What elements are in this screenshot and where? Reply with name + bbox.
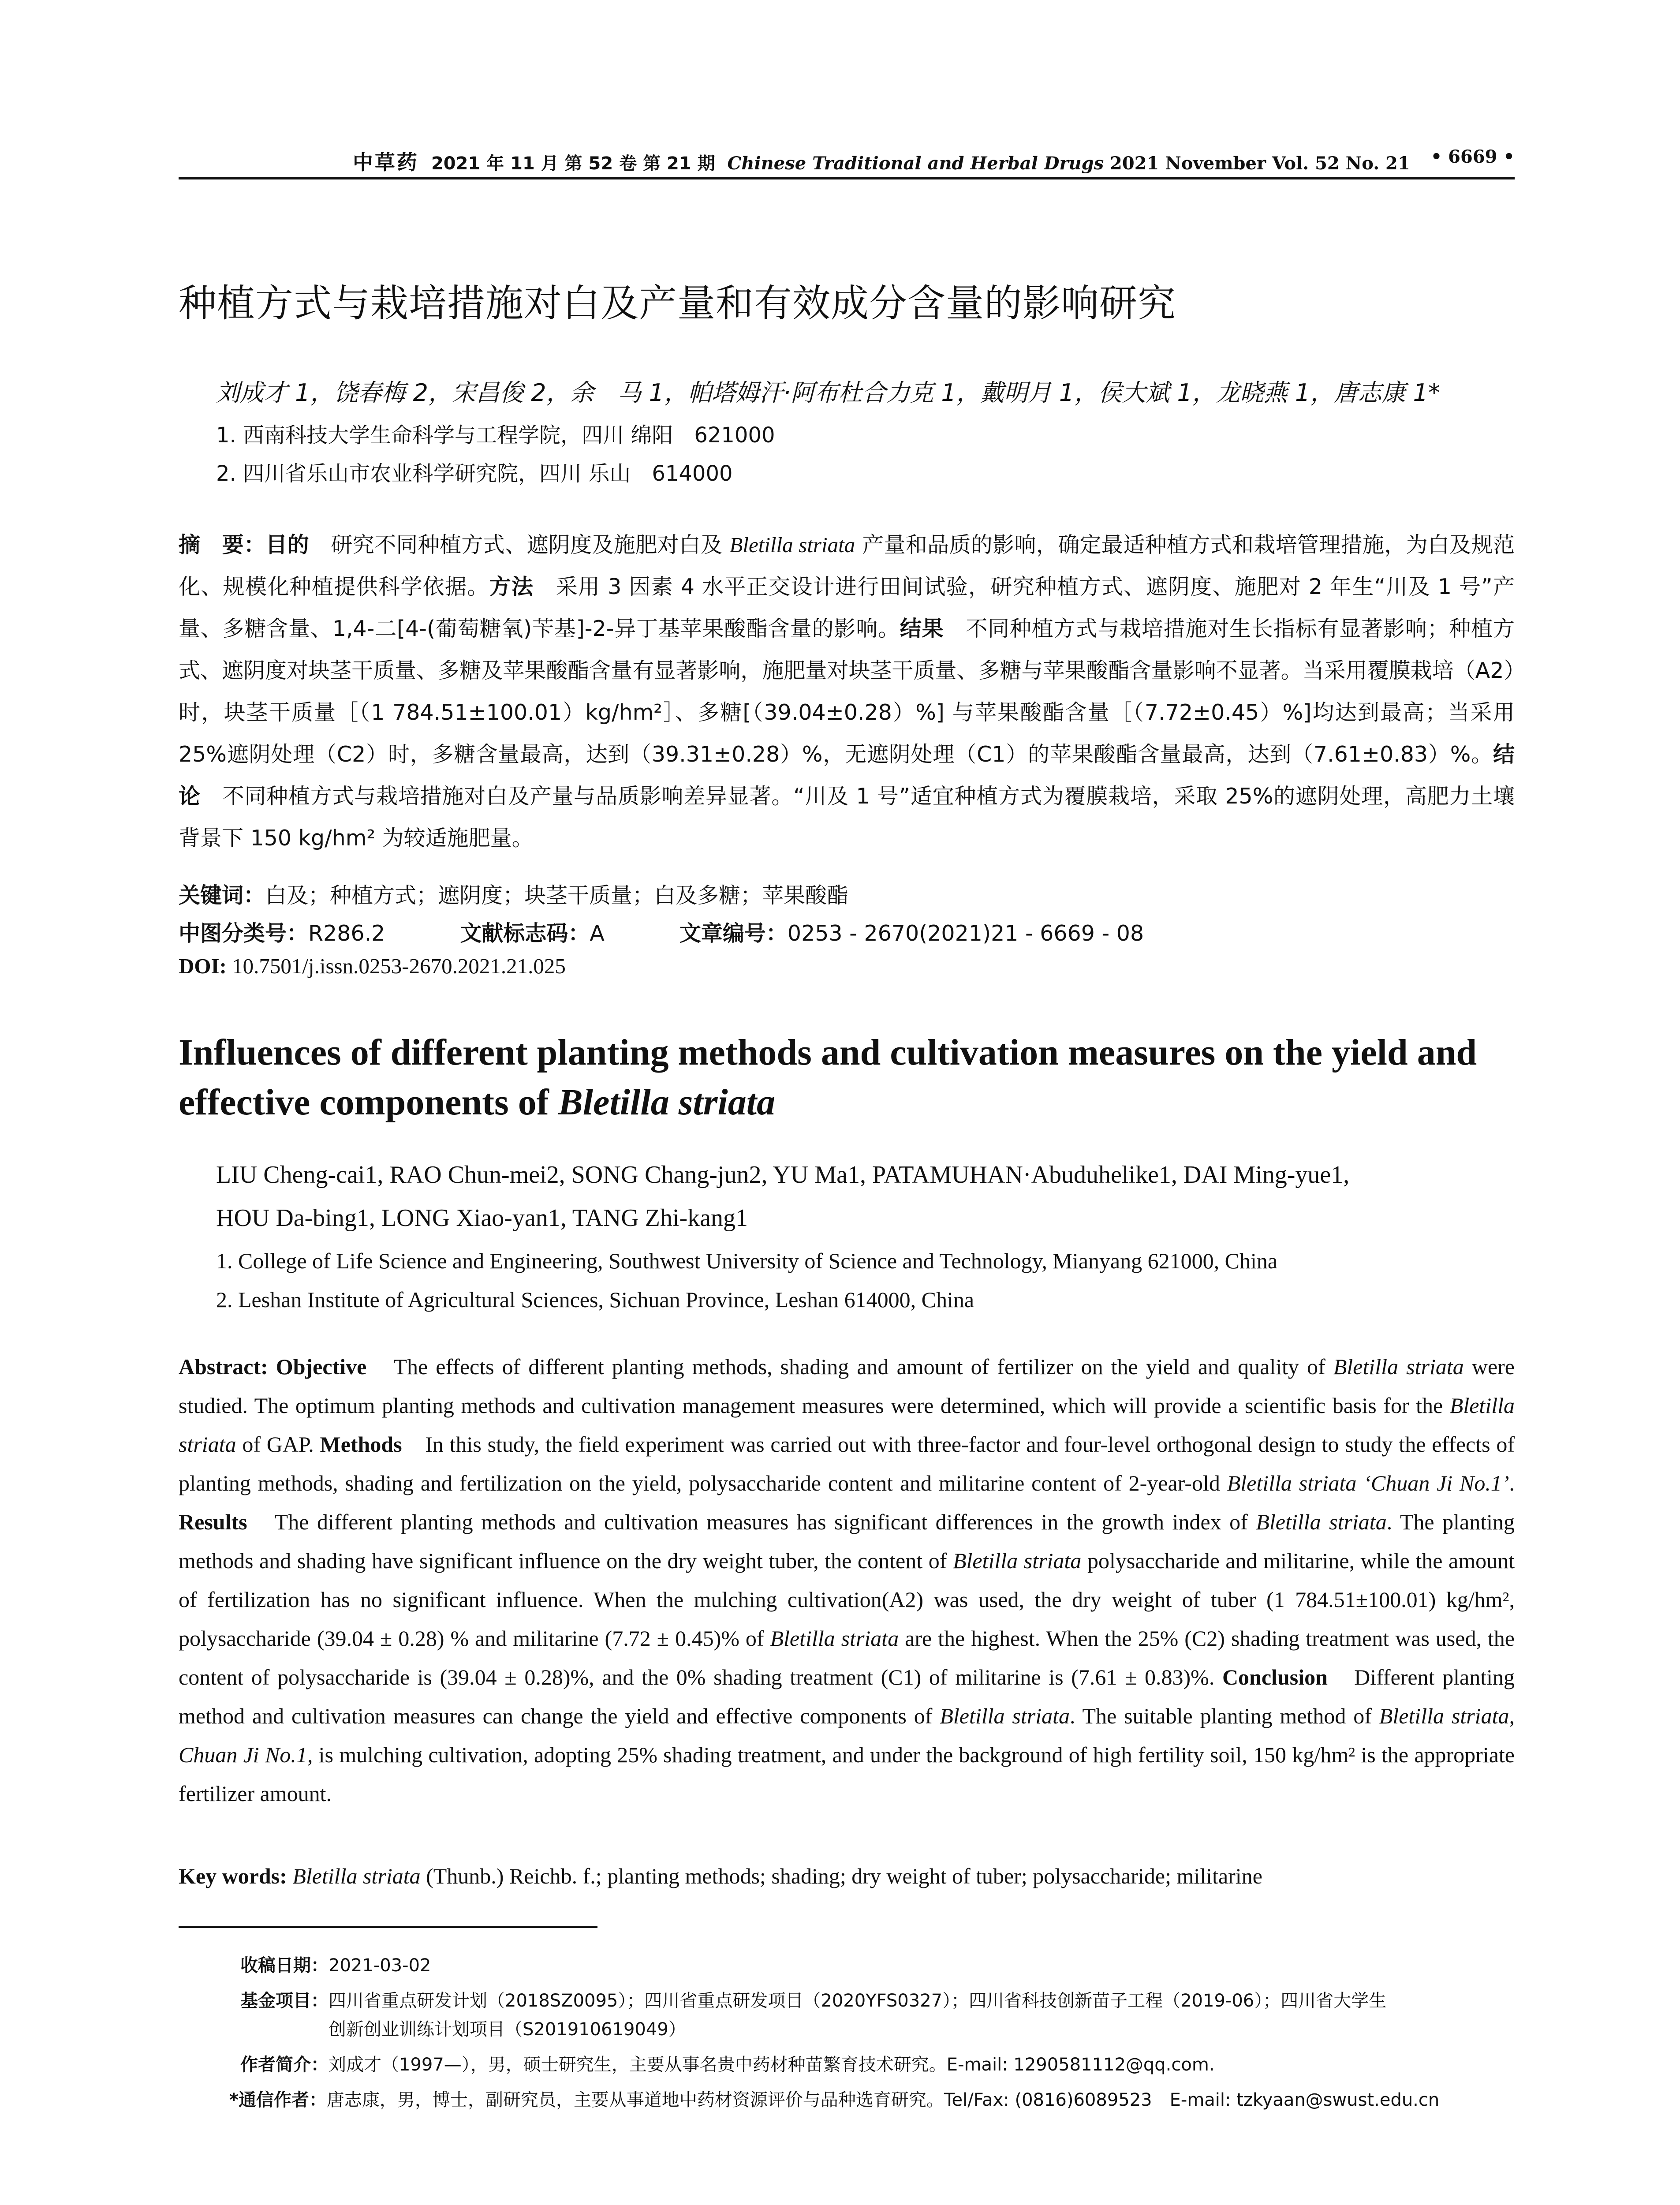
keywords-en xyxy=(179,1863,1262,1889)
conclusion-species-en-2: Bletilla striata, Chuan Ji No.1, xyxy=(179,1704,1515,1767)
results-text-en-3: polysaccharide and militarine, while the amount of fertilization has no significant influence. When the mulching cultivation(A2) was used, the dry weight of tuber (1 784.51±100.01) kg/hm², polysaccharide (39.04 ± 0.28) % and militarine (7.72 ± 0.45)% of xyxy=(179,1548,1515,1651)
fund-line-1: 四川省重点研发计划（2018SZ0095）；四川省重点研发项目（2020YFS0327）；四川省科技创新苗子工程（2019-06）；四川省大学生 xyxy=(329,1991,1387,2011)
keywords-text-en: (Thunb.) Reichb. f.; planting methods; shading; dry weight of tuber; polysaccharide; militarine xyxy=(420,1864,1262,1888)
affiliation-zh-1: 1. 西南科技大学生命科学与工程学院，四川 绵阳 621000 xyxy=(216,423,775,448)
conclusion-label-zh: 结论 xyxy=(179,742,1515,809)
author-bio-label: 作者简介： xyxy=(240,2055,329,2075)
doc-code-value: A xyxy=(590,921,605,946)
journal-name-zh: 中草药 xyxy=(353,150,419,174)
header-issue-info xyxy=(353,146,1410,176)
issue-zh: 2021 年 11 月 第 52 卷 第 21 期 xyxy=(431,153,715,174)
conclusion-species-en-1: Bletilla striata xyxy=(940,1704,1070,1728)
objective-text-en-3: of GAP. xyxy=(236,1432,320,1457)
authors-en xyxy=(216,1153,1517,1240)
affiliation-zh-2: 2. 四川省乐山市农业科学研究院，四川 乐山 614000 xyxy=(216,461,733,486)
received-date: 2021-03-02 xyxy=(329,1955,431,1976)
fund-label: 基金项目： xyxy=(240,1991,329,2011)
results-label-en: Results xyxy=(179,1510,247,1534)
title-en-species: Bletilla striata xyxy=(558,1082,776,1123)
footnote-fund xyxy=(240,1987,1386,2012)
affiliation-en-1: 1. College of Life Science and Engineering, Southwest University of Science and Technology, Mianyang 621000, China xyxy=(216,1248,1278,1273)
author-bio: 刘成才（1997—），男，硕士研究生，主要从事名贵中药材种苗繁育技术研究。E-mail: 1290581112@qq.com. xyxy=(329,2055,1215,2075)
classification-line xyxy=(179,916,1144,947)
keywords-text-zh: 白及；种植方式；遮阴度；块茎干质量；白及多糖；苹果酸酯 xyxy=(265,883,849,908)
objective-text-en-2: were studied. The optimum planting methods and cultivation management measures were determined, which will provide a scientific basis for the xyxy=(179,1354,1515,1418)
methods-text-en-1: In this study, the field experiment was carried out with three-factor and four-level orthogonal design to study the effects of planting methods, shading and fertilization on the yield, polysaccharide content and militarine content of 2-year-old xyxy=(179,1432,1515,1495)
authors-en-line-2: HOU Da-bing1, LONG Xiao-yan1, TANG Zhi-kang1 xyxy=(216,1204,748,1232)
results-species-en-3: Bletilla striata xyxy=(770,1626,899,1651)
header-rule xyxy=(179,177,1515,179)
authors-en-line-1: LIU Cheng-cai1, RAO Chun-mei2, SONG Chang-jun2, YU Ma1, PATAMUHAN·Abuduhelike1, DAI Ming-yue1, xyxy=(216,1161,1350,1188)
keywords-label-en: Key words: xyxy=(179,1864,287,1888)
doi-label: DOI: xyxy=(179,954,227,978)
objective-text-en-1: The effects of different planting methods, shading and amount of fertilizer on the yield and quality of xyxy=(366,1354,1333,1379)
keywords-zh xyxy=(179,878,848,909)
corresponding-label: *通信作者： xyxy=(229,2090,327,2110)
article-no-label: 文章编号： xyxy=(679,921,788,946)
abstract-label-zh: 摘 要： xyxy=(179,532,266,557)
abstract-zh xyxy=(179,524,1515,859)
issue-en: 2021 November Vol. 52 No. 21 xyxy=(1110,153,1410,174)
footnote-corresponding xyxy=(229,2086,1439,2111)
received-label: 收稿日期： xyxy=(240,1955,329,1976)
abstract-en xyxy=(179,1347,1515,1813)
results-species-en-2: Bletilla striata xyxy=(952,1548,1082,1573)
doc-code-label: 文献标志码： xyxy=(460,921,590,946)
results-species-en-1: Bletilla striata xyxy=(1256,1510,1387,1534)
page-number: • 6669 • xyxy=(1430,146,1515,167)
clc-label: 中图分类号： xyxy=(179,921,309,946)
results-text-en-4: are the highest. When the 25% (C2) shading treatment was used, the content of polysaccharide is (39.04 ± 0.28)%, and the 0% shading treatment (C1) of militarine is (7.61 ± 0.83)%. xyxy=(179,1626,1515,1689)
keywords-species-en: Bletilla striata xyxy=(292,1864,421,1888)
conclusion-text-en-1: Different planting method and cultivation measures can change the yield and effective components of xyxy=(179,1665,1515,1728)
results-text-en-1: The different planting methods and cultivation measures has significant differences in the growth index of xyxy=(247,1510,1256,1534)
conclusion-text-zh: 不同种植方式与栽培措施对白及产量与品质影响差异显著。“川及 1 号”适宜种植方式为覆膜栽培，采取 25%的遮阴处理，高肥力土壤背景下 150 kg/hm² 为较适施肥量。 xyxy=(179,784,1515,851)
abstract-label-en: Abstract: Objective xyxy=(179,1354,367,1379)
methods-label-zh: 方法 xyxy=(489,574,534,599)
objective-label-zh: 目的 xyxy=(265,532,310,557)
conclusion-text-en-2: . The suitable planting method of xyxy=(1070,1704,1379,1728)
affiliation-en-2: 2. Leshan Institute of Agricultural Sciences, Sichuan Province, Leshan 614000, China xyxy=(216,1287,974,1312)
journal-name-en: Chinese Traditional and Herbal Drugs xyxy=(727,153,1104,174)
keywords-label-zh: 关键词： xyxy=(179,883,265,908)
conclusion-text-en-3: is mulching cultivation, adopting 25% shading treatment, and under the background of high fertility soil, 150 kg/hm² is the appropriate fertilizer amount. xyxy=(179,1742,1515,1806)
clc-value: R286.2 xyxy=(308,921,385,946)
footnote-rule xyxy=(179,1926,597,1928)
article-no-value: 0253 - 2670(2021)21 - 6669 - 08 xyxy=(787,921,1144,946)
objective-species-en-2: Bletilla striata xyxy=(179,1393,1515,1457)
objective-species-zh: Bletilla striata xyxy=(729,533,855,557)
results-text-zh: 不同种植方式与栽培措施对生长指标有显著影响；种植方式、遮阴度对块茎干质量、多糖及苹果酸酯含量有显著影响，施肥量对块茎干质量、多糖与苹果酸酯含量影响不显著。当采用覆膜栽培（A2）时，块茎干质量［（1 784.51±100.01）kg/hm²］、多糖[（39.04±0.28）%] 与苹果酸酯含量［（7.72±0.45）%]均达到最高；当采用 25%遮阴处理（C2）时，多糖含量最高，达到（39.31±0.28）%，无遮阴处理（C1）的苹果酸酯含量最高，达到（7.61±0.83）%。 xyxy=(179,616,1515,767)
results-label-zh: 结果 xyxy=(900,616,944,641)
methods-label-en: Methods xyxy=(320,1432,402,1457)
footnote-received xyxy=(240,1951,431,1977)
methods-text-en-2: . xyxy=(1509,1471,1515,1495)
running-header xyxy=(179,146,1515,173)
objective-text-zh-2: 产量和品质的影响，确定最适种植方式和栽培管理措施，为白及规范化、规模化种植提供科学依据。 xyxy=(179,532,1515,599)
methods-text-zh: 采用 3 因素 4 水平正交设计进行田间试验，研究种植方式、遮阴度、施肥对 2 年生“川及 1 号”产量、多糖含量、1,4-二[4-(葡萄糖氧)苄基]-2-异丁基苹果酸酯含量的影响。 xyxy=(179,574,1515,641)
footnote-author xyxy=(240,2051,1215,2076)
objective-species-en-1: Bletilla striata xyxy=(1333,1354,1464,1379)
objective-text-zh-1: 研究不同种植方式、遮阴度及施肥对白及 xyxy=(309,532,730,557)
fund-line-2: 创新创业训练计划项目（S201910619049） xyxy=(329,2019,686,2040)
title-en xyxy=(179,1028,1515,1127)
corresponding-author: 唐志康，男，博士，副研究员，主要从事道地中药材资源评价与品种选育研究。Tel/Fax: (0816)6089523 E-mail: tzkyaan@swust.edu.cn xyxy=(326,2090,1440,2110)
doi-line xyxy=(179,953,566,979)
doi-value: 10.7501/j.issn.0253-2670.2021.21.025 xyxy=(232,954,566,978)
methods-species-en: Bletilla striata ‘Chuan Ji No.1’ xyxy=(1227,1471,1509,1495)
title-en-text: Influences of different planting methods and cultivation measures on the yield and effective components of xyxy=(179,1032,1477,1123)
title-zh: 种植方式与栽培措施对白及产量和有效成分含量的影响研究 xyxy=(179,281,1176,325)
conclusion-label-en: Conclusion xyxy=(1222,1665,1328,1689)
authors-zh: 刘成才 1，饶春梅 2，宋昌俊 2，余 马 1，帕塔姆汗·阿布杜合力克 1，戴明月 1，侯大斌 1，龙晓燕 1，唐志康 1* xyxy=(216,379,1440,407)
results-text-en-2: . The planting methods and shading have significant influence on the dry weight tuber, the content of xyxy=(179,1510,1515,1573)
